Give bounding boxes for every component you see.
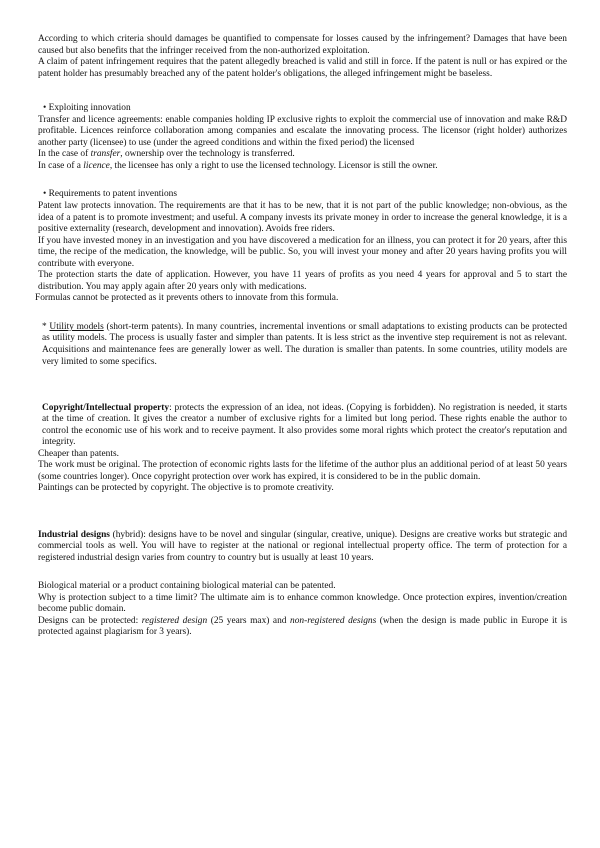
copyright-originality: The work must be original. The protection of economic rights lasts for the lifetime of the author plus an additional period of at least 50 years (some countries longer). Once copyright protection over work has expired, it is considered to be in the public domain.	[38, 460, 567, 482]
document-page	[35, 34, 567, 639]
transfer-paragraph: In the case of transfer, ownership over the technology is transferred.	[38, 149, 295, 160]
intro-paragraph-infringement-claim: A claim of patent infringement requires that the patent allegedly breached is valid and still in force. If the patent is null or has expired or the patent holder has presumably breached any of the patent holder's obligations, the alleged infringement might be baseless.	[38, 57, 567, 79]
requirements-heading: • Requirements to patent inventions	[43, 189, 177, 200]
requirements-paragraph-2: If you have invested money in an investigation and you have discovered a medication for an illness, you can protect it for 20 years, after this time, the recipe of the medication, the knowledge, will be public. So, you will invest your money and after 20 years having profits you will contribute with everyone.	[38, 235, 567, 269]
copyright-paintings: Paintings can be protected by copyright. The objective is to promote creativity.	[38, 483, 334, 494]
licence-paragraph: In case of a licence, the licensee has only a right to use the licensed technology. Licensor is still the owner.	[38, 160, 438, 171]
requirements-paragraph-3: The protection starts the date of application. However, you have 11 years of profits as you need 4 years for approval and 5 to start the distribution. You may apply again after 20 years only with medications.	[38, 270, 567, 292]
copyright-cheaper: Cheaper than patents.	[38, 448, 119, 459]
intro-paragraph-damages: According to which criteria should damages be quantified to compensate for losses caused by the infringement? Damages that have been caused but also benefits that the infringer received from the non-authorized exploitation.	[38, 34, 567, 56]
requirements-paragraph-4: Formulas cannot be protected as it prevents others to innovate from this formula.	[35, 293, 339, 304]
designs-protection-paragraph: Designs can be protected: registered design (25 years max) and non-registered designs (when the design is made public in Europe it is protected against plagiarism for 3 years).	[38, 615, 567, 638]
time-limit-paragraph: Why is protection subject to a time limit? The ultimate aim is to enhance common knowledge. Once protection expires, invention/creation become public domain.	[38, 592, 567, 615]
utility-models-paragraph: * Utility models (short-term patents). In many countries, incremental inventions or small adaptations to existing products can be protected as utility models. The process is usually faster and simpler than patents. It is less strict as the inventive step requirement is not as relevant. Acquisitions and maintenance fees are generally lower as well. The duration is smaller than patents. In some countries, utility models are very limited to some specifics.	[42, 321, 568, 367]
biological-material-paragraph: Biological material or a product containing biological material can be patented.	[38, 581, 336, 592]
copyright-paragraph: Copyright/Intellectual property: protects the expression of an idea, not ideas. (Copying is forbidden). No registration is needed, it starts at the time of creation. It gives the creator a number of exclusive rights for a limited but long period. These rights enable the author to control the economic use of his work and to receive payment. It also provides some moral rights which protect the creator's reputation and integrity.	[42, 402, 567, 448]
industrial-designs-paragraph: Industrial designs (hybrid): designs have to be novel and singular (singular, creative, unique). Designs are creative works but strategic and commercial tools as well. You will have to register at the national or regional intellectual property office. The term of protection for a registered industrial design varies from country to country but is usually at least 10 years.	[38, 529, 568, 563]
exploiting-innovation-heading: • Exploiting innovation	[43, 103, 131, 114]
requirements-paragraph-1: Patent law protects innovation. The requirements are that it has to be new, that it is not part of the public knowledge; non-obvious, as the idea of a patent is to promote investment; and useful. A company invests its private money in order to increase the general knowledge, it is a positive externality (research, development and innovation). Avoids free riders.	[38, 201, 567, 235]
exploiting-innovation-paragraph: Transfer and licence agreements: enable companies holding IP exclusive rights to exploit the commercial use of innovation and make R&D profitable. Licences reinforce collaboration among companies and escalate the innovating process. The licensor (right holder) authorizes another party (licensee) to use (under the agreed conditions and within the fixed period) the licensed	[38, 114, 567, 148]
